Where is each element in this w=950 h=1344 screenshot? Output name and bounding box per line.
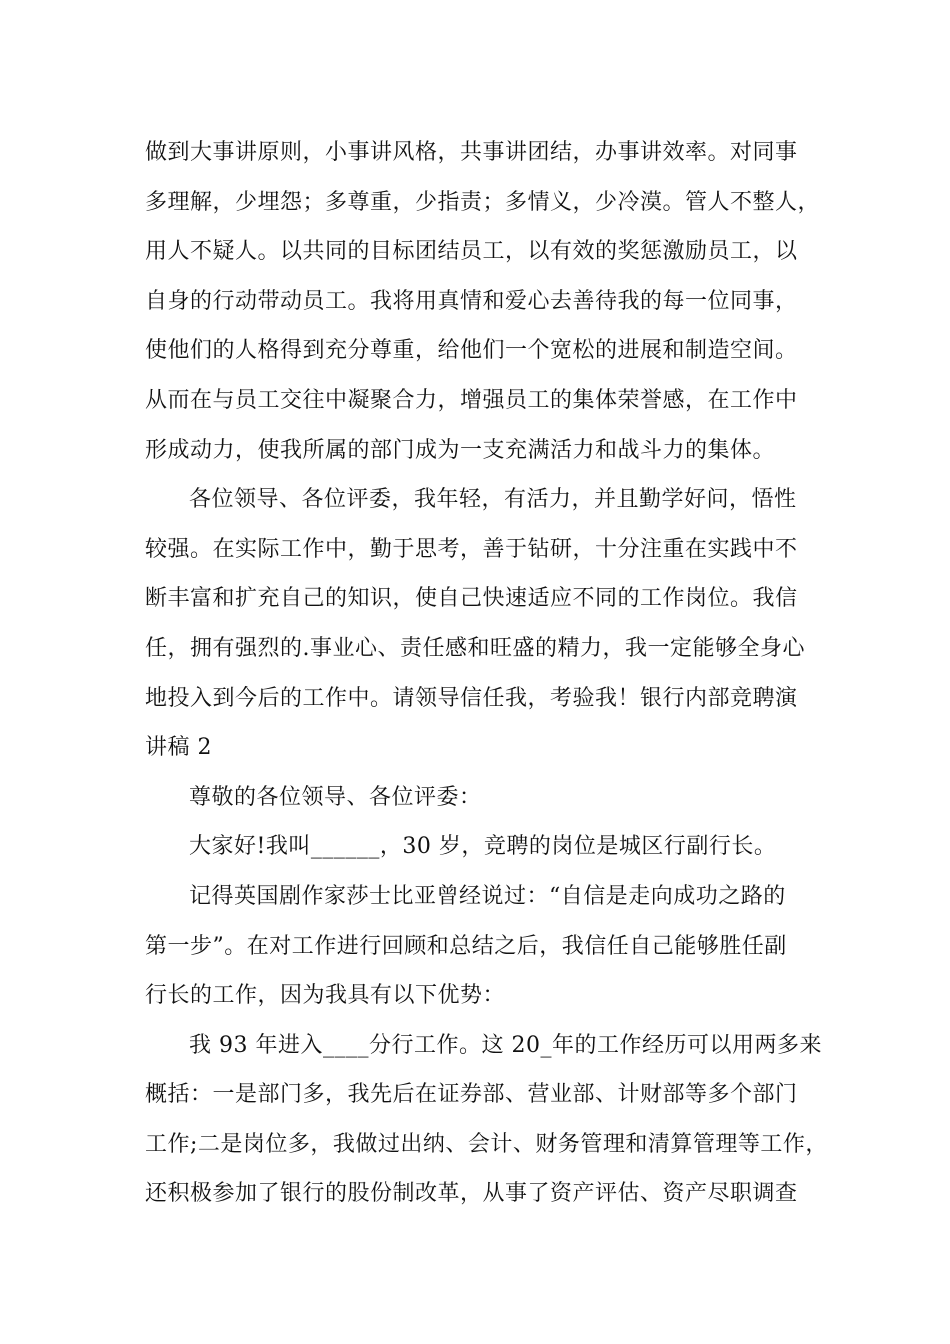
text-line: 还积极参加了银行的股份制改革，从事了资产评估、资产尽职调查 [145, 1181, 798, 1207]
text-line: 工作;二是岗位多，我做过出纳、会计、财务管理和清算管理等工作， [145, 1131, 828, 1157]
text-line: 较强。在实际工作中，勤于思考，善于钻研，十分注重在实践中不 [145, 536, 798, 562]
text-line: 讲稿 2 [145, 735, 212, 761]
text-line: 行长的工作，因为我具有以下优势： [145, 983, 506, 1009]
text-line: 从而在与员工交往中凝聚合力，增强员工的集体荣誉感，在工作中 [145, 387, 798, 413]
text-line: 用人不疑人。以共同的目标团结员工，以有效的奖惩激励员工，以 [145, 239, 798, 265]
text-line: 使他们的人格得到充分尊重，给他们一个宽松的进展和制造空间。 [145, 338, 798, 364]
text-line: 各位领导、各位评委，我年轻，有活力，并且勤学好问，悟性 [189, 487, 797, 513]
text-line: 断丰富和扩充自己的知识，使自己快速适应不同的工作岗位。我信 [145, 586, 798, 612]
text-line: 自身的行动带动员工。我将用真情和爱心去善待我的每一位同事， [145, 288, 798, 314]
text-line: 多理解，少埋怨；多尊重，少指责；多情义，少冷漠。管人不整人， [145, 189, 821, 215]
text-line: 任，拥有强烈的.事业心、责任感和旺盛的精力，我一定能够全身心 [145, 635, 805, 661]
text-line: 第一步”。在对工作进行回顾和总结之后，我信任自己能够胜任副 [145, 933, 787, 959]
text-line: 形成动力，使我所属的部门成为一支充满活力和战斗力的集体。 [145, 437, 776, 463]
text-line: 尊敬的各位领导、各位评委： [189, 784, 482, 810]
document-body [145, 128, 830, 1219]
text-line: 大家好!我叫______，30 岁，竞聘的岗位是城区行副行长。 [189, 834, 777, 860]
text-line: 地投入到今后的工作中。请领导信任我，考验我！银行内部竞聘演 [145, 685, 798, 711]
text-line: 记得英国剧作家莎士比亚曾经说过：“自信是走向成功之路的 [189, 883, 786, 909]
text-line: 做到大事讲原则，小事讲风格，共事讲团结，办事讲效率。对同事 [145, 140, 798, 165]
text-line: 概括：一是部门多，我先后在证券部、营业部、计财部等多个部门 [145, 1082, 798, 1108]
text-line: 我 93 年进入____分行工作。这 20_年的工作经历可以用两多来 [189, 1032, 822, 1058]
